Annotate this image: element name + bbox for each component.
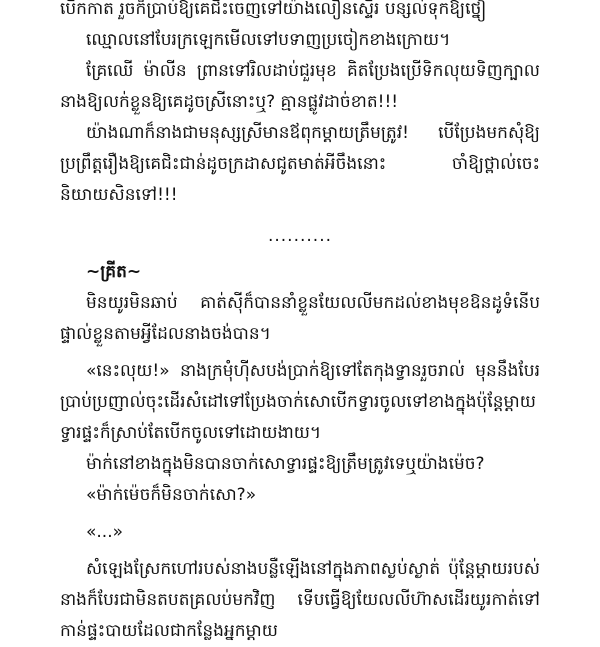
paragraph-2: គ្រែឈើ ម៉ាលីន ព្រានទៅរិលដាប់ជួរមុខ គិតប្រែងប្រើទិកលុយទិញក្បាលនាងឱ្យលក់ខ្លួនឱ្យគេដូចស្រីនោះឬ? គ្មានផ្លូវដាច់ខាត!!! [60, 61, 540, 112]
paragraph-7: «ម៉ាក់ម៉េចក៏មិនចាក់សោ?» [86, 485, 257, 505]
paragraph-5: «នេះលុយ!» នាងក្រមុំហ៊ីសបង់ប្រាក់ឱ្យទៅតែកុងទ្វានរួចរាល់ មុននឹងបែរប្រាប់ប្រញាល់ចុះដើរសំដៅទៅប្រែងចាក់សោបើកទ្វារចូលទៅខាងក្នុងប៉ុន្តែម្ដាយទ្វារផ្ទះក៏ស្រាប់តែបើកចូលទៅដោយងាយ។ [60, 361, 540, 443]
section-heading: ~គ្រីត~ [86, 262, 142, 282]
paragraph-6: ម៉ាក់នៅខាងក្នុងមិនបានចាក់សោទ្វារផ្ទះឱ្យត្រឹមត្រូវទេឬយ៉ាងម៉េច? [86, 454, 485, 474]
paragraph-1-line-2: ឈ្មោលនៅបែរក្រឡេកមើលទៅបទាញប្រចៀកខាងក្រោយ។ [86, 30, 451, 50]
paragraph-4: មិនយូរមិនឆាប់ គាត់ស៊ីក៏បាននាំខ្លួនយែលលីមកដល់ខាងមុខឱនដូទំនើបផ្ទាល់ខ្លួនតាមអ្វីដែលនាងចង់បាន។ [60, 293, 540, 344]
paragraph-1-line-1: បើកកាត រួចក៏ប្រាប់ឱ្យគេជិះចេញទៅយ៉ាងលឿនស្ទើរ បន្សល់ទុកឱ្យថ្នៀ [60, 0, 487, 19]
body-text [60, 0, 540, 647]
paragraph-3: យ៉ាងណាក៏នាងជាមនុស្សស្រីមានឪពុកម្ដាយត្រឹមត្រូវ! បើប្រែងមកសុំឱ្យប្រព្រឹត្តរឿងឱ្យគេជិះជាន់ដូចក្រដាសជូតមាត់អីចឹងនោះ ចាំឱ្យថ្ពាល់ចេះនិយាយសិនទៅ!!! [60, 123, 540, 205]
paragraph-9: សំឡេងស្រែកហៅរបស់នាងបន្លឺឡើងនៅក្នុងភាពស្ងប់ស្ងាត់ ប៉ុន្តែម្ដាយរបស់នាងក៏បែរជាមិនតបតគ្រលប់មកវិញ ទើបធ្វើឱ្យយែលលីហ៊ាសដើរយូរកាត់ទៅកាន់ផ្ទះបាយដែលជាកន្លែងអ្នកម្ដាយ [60, 559, 540, 641]
section-divider: .......... [267, 226, 333, 246]
paragraph-8: «...» [86, 522, 124, 542]
